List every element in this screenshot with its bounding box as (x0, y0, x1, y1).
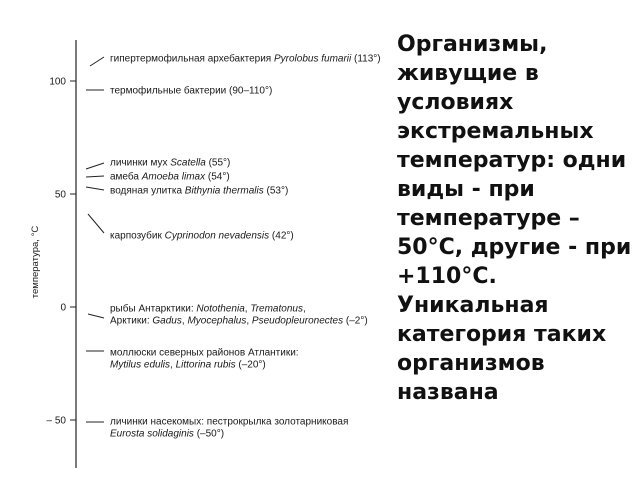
species-name: Scatella (170, 157, 206, 169)
species-name: Pyrolobus fumarii (273, 53, 352, 65)
organism-label (110, 186, 288, 197)
organism-entry (90, 53, 381, 67)
organism-label (110, 171, 230, 183)
organism-label (110, 158, 230, 169)
axis-ticks (47, 77, 76, 427)
axis-tick-label: 0 (60, 302, 66, 314)
organism-label (110, 417, 348, 428)
organism-label (110, 85, 272, 97)
species-name: Myocephalus (187, 315, 247, 327)
label-segment: , (302, 303, 306, 315)
species-name: Amoeba limax (141, 171, 206, 183)
leader-line (88, 314, 104, 318)
label-segment: (–50°) (193, 428, 225, 440)
label-segment: (42°) (269, 230, 294, 242)
axis-tick-label: 100 (49, 76, 66, 88)
label-segment: , (244, 303, 251, 315)
organism-entry (88, 214, 294, 242)
label-segment: карпозубик (110, 230, 165, 242)
organism-label (110, 429, 224, 440)
organism-labels (86, 53, 381, 440)
organism-entry (86, 348, 299, 371)
organism-label (110, 53, 381, 65)
species-name: Notothenia (196, 303, 245, 315)
label-segment: гипертермофильная архебактерия (110, 53, 274, 65)
species-name: Eurosta solidaginis (110, 428, 194, 440)
leader-line (86, 163, 104, 169)
label-segment: термофильные бактерии (90–110°) (110, 85, 273, 97)
label-segment: рыбы Антарктики: (110, 303, 197, 315)
label-segment: моллюски северных районов Атлантики: (110, 347, 299, 359)
axis-tick-label: 50 (54, 189, 66, 201)
label-segment: , (170, 359, 176, 371)
organism-entry (86, 186, 288, 197)
leader-line (88, 214, 104, 233)
organism-entry (86, 171, 230, 183)
species-name: Gadus (152, 315, 182, 327)
description-text: Организмы, живущие в условиях экстремальных температур: одни виды - при температуре –50°С, другие - при +110°С. Уникальная категория таких организмов названа (397, 32, 632, 405)
leader-line (86, 187, 104, 190)
label-segment: (53°) (263, 185, 289, 197)
organism-label (110, 303, 306, 315)
organism-label (110, 230, 294, 242)
label-segment: (–2°) (343, 315, 368, 327)
organism-label (110, 316, 368, 327)
axis-title: температура, °С (30, 225, 41, 299)
label-segment: , (246, 315, 252, 327)
label-segment: личинки насекомых: пестрокрылка золотарниковая (110, 416, 349, 428)
species-name: Trematonus (250, 303, 303, 315)
species-name: Mytilus edulis (110, 359, 171, 371)
label-segment: (54°) (205, 171, 230, 183)
leader-line (90, 57, 104, 66)
organism-entry (86, 417, 348, 440)
species-name: Bithynia thermalis (184, 185, 264, 197)
label-segment: амеба (110, 171, 142, 183)
leader-line (86, 176, 104, 177)
organism-entry (88, 303, 368, 327)
species-name: Cyprinodon nevadensis (164, 230, 270, 242)
species-name: Littorina rubis (175, 359, 236, 371)
organism-label (110, 360, 266, 371)
label-segment: Арктики: (110, 315, 153, 327)
axis-tick-label: – 50 (46, 415, 66, 427)
label-segment: (–20°) (235, 359, 266, 371)
label-segment: водяная улитка (110, 185, 185, 197)
species-name: Pseudopleuronectes (251, 315, 344, 327)
label-segment: (55°) (205, 157, 231, 169)
organism-label (110, 348, 299, 359)
organism-entry (86, 85, 272, 97)
label-segment: личинки мух (110, 157, 171, 169)
organism-entry (86, 158, 230, 170)
label-segment: (113°) (351, 53, 381, 65)
label-segment: , (181, 315, 188, 327)
